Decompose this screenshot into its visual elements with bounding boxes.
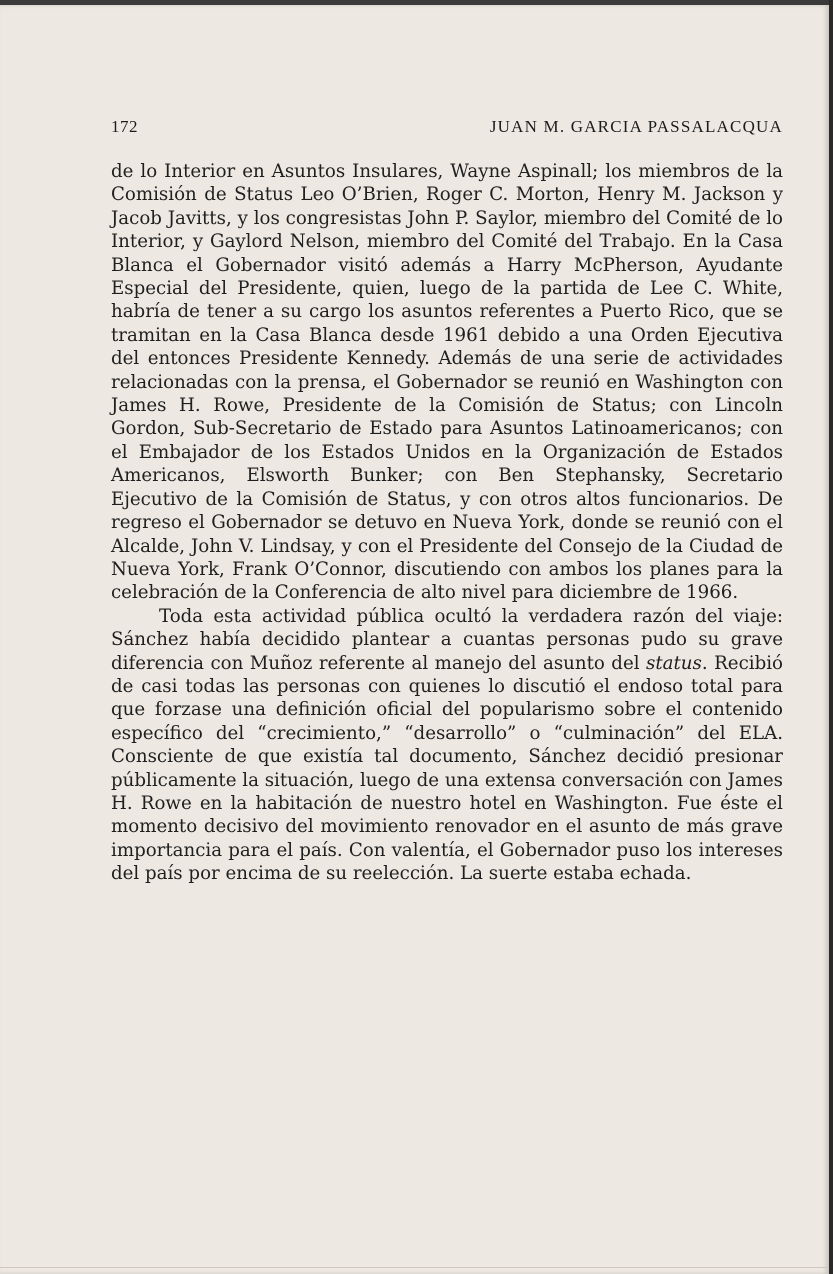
body-text [111, 160, 783, 886]
bottom-rule [0, 1267, 829, 1268]
paragraph-1-text: de lo Interior en Asuntos Insulares, Wayne Aspinall; los miembros de la Comisión de Status Leo O’Brien, Roger C. Morton, Henry M. Jackson y Jacob Javitts, y los congresistas John P. Saylor, miembro del Comité de lo Interior, y Gaylord Nelson, miembro del Comité del Trabajo. En la Casa Blanca el Gobernador visitó además a Harry McPherson, Ayudante Especial del Presidente, quien, luego de la partida de Lee C. White, habría de tener a su cargo los asuntos referentes a Puerto Rico, que se tramitan en la Casa Blanca desde 1961 debido a una Orden Ejecutiva del entonces Presidente Kennedy. Además de una serie de actividades relacionadas con la prensa, el Gobernador se reunió en Washington con James H. Rowe, Presidente de la Comisión de Status; con Lincoln Gordon, Sub-Secretario de Estado para Asuntos Latinoamericanos; con el Embajador de los Estados Unidos en la Organización de Estados Americanos, Elsworth Bunker; con Ben Stephansky, Secretario Ejecutivo de la Comisión de Status, y con otros altos funcionarios. De regreso el Gobernador se detuvo en Nueva York, donde se reunió con el Alcalde, John V. Lindsay, y con el Presidente del Consejo de la Ciudad de Nueva York, Frank O’Connor, discutiendo con ambos los planes para la celebración de la Conferencia de alto nivel para diciembre de 1966. [111, 161, 783, 604]
page-number: 172 [111, 117, 138, 136]
status-emphasis: status [646, 652, 702, 674]
running-head: JUAN M. GARCIA PASSALACQUA [489, 117, 783, 136]
paragraph-2 [111, 605, 783, 886]
scan-edge [829, 0, 833, 1274]
paragraph-1 [111, 160, 783, 605]
paragraph-2-text-end: . Recibió de casi todas las personas con quienes lo discutió el endoso total para que forzase una definición oficial del popularismo sobre el contenido específico del “crecimiento,” “desarrollo” o “culminación” del ELA. Consciente de que existía tal documento, Sánchez decidió presionar públicamente la situación, luego de una extensa conversación con James H. Rowe en la habitación de nuestro hotel en Washington. Fue éste el momento decisivo del movimiento renovador en el asunto de más grave importancia para el país. Con valentía, el Gobernador puso los intereses del país por encima de su reelección. La suerte estaba echada. [111, 652, 783, 885]
paragraph-2-text-start: Toda esta actividad pública ocultó la verdadera razón del viaje: Sánchez había decidido plantear a cuantas personas pudo su grave diferencia con Muñoz referente al manejo del asunto del [111, 605, 783, 674]
